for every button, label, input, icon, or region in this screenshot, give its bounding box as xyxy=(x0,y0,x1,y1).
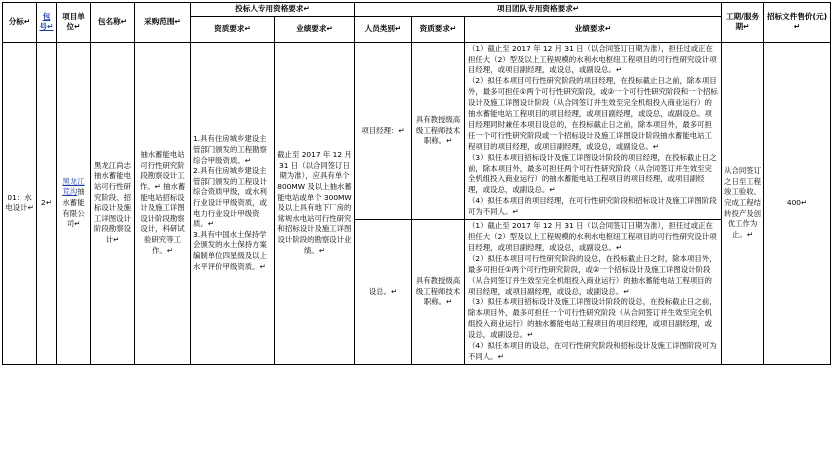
cell-purchase-scope: 抽水蓄能电站可行性研究阶段勘察设计工作。↵ 抽水蓄能电站招标设计及施工详图设计阶段勘察设计，科研试验研究等工作。↵ xyxy=(135,42,191,364)
bidder-qual-item: 1.具有住房城乡建设主管部门颁发的工程勘察综合甲级资质。↵ xyxy=(193,134,267,165)
cell-period: 从合同签订之日至工程竣工验收、完成工程结转投产及创优工作为止。↵ xyxy=(722,42,764,364)
project-unit-link[interactable]: 黑龙江荒沟 xyxy=(62,176,85,197)
cell-staff-type-designer: 设总。↵ xyxy=(355,220,412,365)
cell-baohao: 2↵ xyxy=(37,42,57,364)
perf-item: （4）拟任本项目的项目经理，在可行性研究阶段和招标设计及施工详图阶段可为不同人。↵ xyxy=(468,196,717,217)
perf-item: （3）拟任本项目招标设计及施工详图设计阶段的设总，在投标截止日之前，除本项目外，最多可担任一个可行性研究阶段（从合同签订并生效至完全机组投入商业运行）的抽水蓄能电站工程项目的项目经理，或项目副经理，或设总，或副设总。↵ xyxy=(468,297,717,340)
cell-fenbiao: 01：水电设计↵ xyxy=(3,42,37,364)
cell-package-name: 黑龙江尚志抽水蓄能电站可行性研究阶段、招标设计及施工详图设计阶段勘察设计↵ xyxy=(91,42,135,364)
header-purchase-scope: 采购范围↵ xyxy=(135,3,191,43)
cell-team-qual-manager: 具有教授级高级工程师技术职称。↵ xyxy=(412,42,465,220)
header-bidder-perf: 业绩要求↵ xyxy=(275,16,355,42)
header-baohao-text: 包号↵ xyxy=(39,11,54,32)
header-team-perf: 业绩要求↵ xyxy=(465,16,722,42)
header-staff-type: 人员类别↵ xyxy=(355,16,412,42)
cell-team-qual-designer: 具有教授级高级工程师技术职称。↵ xyxy=(412,220,465,365)
cell-bidder-perf: 截止至 2017 年 12 月 31 日（以合同签订日期为准），应具有单个 800MW 及以上抽水蓄能电站或单个 300MW 及以上具有地下厂房的常规水电站可行性研究和招标设计及施工详图设计阶段的勘察设计业绩。↵ xyxy=(275,42,355,364)
cell-team-perf-manager xyxy=(465,42,722,220)
cell-team-perf-designer xyxy=(465,220,722,365)
header-period: 工期/服务期↵ xyxy=(722,3,764,43)
header-bidder-group: 投标人专用资格要求↵ xyxy=(191,3,355,17)
qualification-table xyxy=(2,2,831,365)
cell-staff-type-manager: 项目经理：↵ xyxy=(355,42,412,220)
header-fenbiao: 分标↵ xyxy=(3,3,37,43)
header-team-group: 项目团队专用资格要求↵ xyxy=(355,3,722,17)
perf-item: （1）截止至 2017 年 12 月 31 日（以合同签订日期为准），担任过或正在担任大（2）型及以上工程规模的水利水电枢纽工程项目的可行性研究设计项目经理，或项目副经理，或设总，或副设总。↵ xyxy=(468,221,717,252)
header-package-name: 包名称↵ xyxy=(91,3,135,43)
header-price: 招标文件售价(元)↵ xyxy=(764,3,831,43)
header-bidder-qual: 资质要求↵ xyxy=(191,16,275,42)
perf-item: （3）拟任本项目招标设计及施工详图设计阶段的项目经理，在投标截止日之前，除本项目外，最多可担任两个可行性研究阶段（从合同签订并生效至完全机组投入商业运行）的抽水蓄能电站工程项目的项目经理，或项目副经理，或设总，或副设总。↵ xyxy=(468,152,717,195)
cell-project-unit xyxy=(57,42,91,364)
bidder-qual-item: 2.具有住房城乡建设主管部门颁发的工程设计综合资质甲级，或水利行业设计甲级资质，或电力行业设计甲级资质。↵ xyxy=(193,166,267,229)
perf-item: （1）截止至 2017 年 12 月 31 日（以合同签订日期为准），担任过或正在担任大（2）型及以上工程规模的水利水电枢纽工程项目的可行性研究设计项目经理，或项目副经理，或设总，或副设总。↵ xyxy=(468,43,717,75)
perf-item: （2）拟任本项目可行性研究阶段的项目经理，在投标截止日之前，除本项目外，最多可担任①两个可行性研究阶段，或②一个可行性研究阶段和一个招标设计及施工详图设计阶段（从合同签订并生效至完全机组投入商业运行）的抽水蓄能电站工程项目的项目经理，或项目副经理，或设总，或副设总。项目经理同时兼任本项目设总的，在投标截止日之前，除本项目外，最多可担任一个可行性研究阶段或一个招标设计及施工详图设计阶段抽水蓄能电站工程项目的项目经理，或项目副经理，或设总，或副设总。↵ xyxy=(468,76,718,151)
perf-item: （2）拟任本项目可行性研究阶段的设总，在投标截止日之时，除本项目外，最多可担任①两个可行性研究阶段，或②一个招标设计及施工详图设计阶段（从合同签订并生效至完全机组投入商业运行）的抽水蓄能电站工程项目的项目经理，或项目副经理，或设总，或副设总。↵ xyxy=(468,253,717,296)
header-project-unit: 项目单位↵ xyxy=(57,3,91,43)
header-baohao xyxy=(37,3,57,43)
perf-item: （4）拟任本项目的设总，在可行性研究阶段和招标设计及施工详图阶段可为不同人。↵ xyxy=(468,341,717,361)
cell-bidder-qual xyxy=(191,42,275,364)
bidder-qual-item: 3.具有中国水土保持学会颁发的水土保持方案编制单位四星级及以上水平评价甲级资质。↵ xyxy=(193,229,267,271)
cell-price: 400↵ xyxy=(764,42,831,364)
project-unit-text: 抽水蓄能有限公司↵ xyxy=(62,187,85,229)
header-team-qual: 资质要求↵ xyxy=(412,16,465,42)
